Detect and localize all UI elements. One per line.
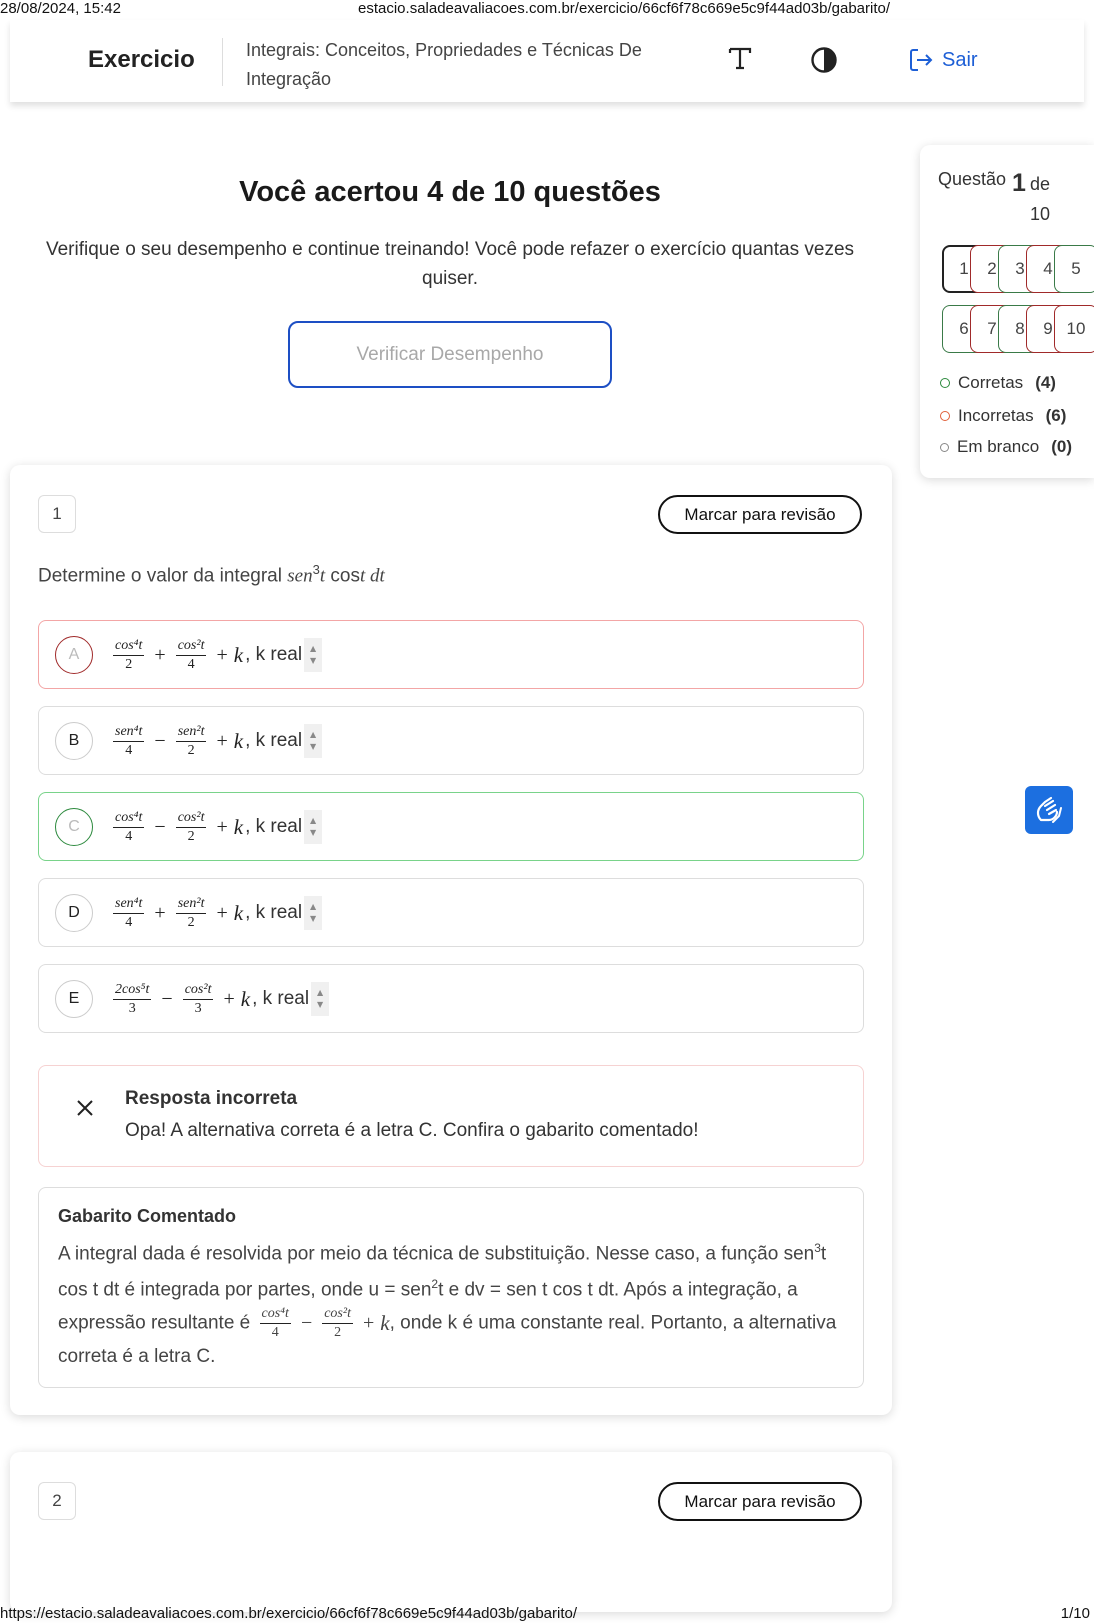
top-bar [10, 20, 1084, 102]
fraction [113, 724, 144, 759]
print-page-number: 1/10 [1060, 1605, 1090, 1622]
exercise-topic: Integrais: Conceitos, Propriedades e Técnicas De Integração [246, 40, 642, 89]
header-divider [222, 38, 223, 86]
operator: − [300, 1311, 313, 1334]
navigator-label: Questão [938, 169, 1007, 189]
constant-k: k [233, 728, 244, 753]
operator: + [216, 815, 228, 838]
option-formula [109, 720, 322, 762]
nav-question-4[interactable]: 4 [1026, 245, 1070, 293]
close-icon [73, 1096, 97, 1120]
operator: + [216, 729, 228, 752]
constant-k: k [233, 814, 244, 839]
explanation-part: A integral dada é resolvida por meio da técnica de substituição. Nesse caso, a função sen [58, 1243, 815, 1265]
option-suffix: , k real [245, 902, 303, 923]
option-c[interactable] [38, 792, 864, 861]
fraction [113, 810, 144, 845]
option-d[interactable] [38, 878, 864, 947]
option-suffix: , k real [252, 988, 310, 1009]
explanation-part: t e dv = sen t cos t dt. Após a integração, a expressão resultante é [58, 1279, 798, 1334]
font-size-icon[interactable] [726, 44, 754, 72]
answer-feedback [38, 1065, 864, 1167]
question-card-1 [10, 465, 892, 1415]
feedback-title: Resposta incorreta [125, 1088, 298, 1109]
legend-correct-label: Corretas [958, 373, 1024, 392]
prompt-dt: dt [365, 565, 385, 587]
numerator: cos²t [183, 982, 214, 1000]
explanation-sup: 2 [431, 1277, 439, 1292]
legend-incorrect [940, 406, 1066, 426]
numerator: cos⁴t [260, 1306, 291, 1324]
constant-k: k [233, 642, 244, 667]
current-question-number: 1 [1012, 169, 1026, 197]
sign-language-button[interactable] [1025, 786, 1073, 834]
numerator: sen²t [176, 896, 207, 914]
option-a[interactable] [38, 620, 864, 689]
legend-blank [940, 437, 1072, 457]
fraction [176, 810, 207, 845]
option-suffix: , k real [245, 644, 303, 665]
explanation-part: , onde k é uma constante real. Portanto, a alternativa correta é a letra C. [58, 1312, 837, 1367]
fraction [260, 1306, 291, 1341]
question-card-2 [10, 1452, 892, 1612]
denominator: 2 [334, 1324, 342, 1340]
operator: − [161, 987, 173, 1010]
scroll-stepper-icon: ▲ ▼ [304, 638, 322, 672]
answer-explanation [38, 1187, 864, 1388]
logout-icon [908, 47, 934, 73]
nav-question-9[interactable]: 9 [1026, 305, 1070, 353]
logout-button[interactable] [908, 46, 978, 74]
denominator: 2 [125, 656, 133, 672]
scroll-stepper-icon: ▲ ▼ [311, 982, 329, 1016]
feedback-message: Opa! A alternativa correta é a letra C. Confira o gabarito comentado! [125, 1120, 699, 1141]
fraction [183, 982, 214, 1017]
scroll-stepper-icon: ▲ ▼ [304, 724, 322, 758]
denominator: 2 [187, 914, 195, 930]
denominator: 4 [271, 1324, 279, 1340]
fraction [113, 638, 144, 673]
denominator: 3 [128, 1000, 136, 1016]
fraction [322, 1306, 353, 1341]
denominator: 4 [125, 742, 133, 758]
option-letter: B [55, 722, 93, 760]
explanation-sup: 3 [814, 1241, 821, 1255]
option-formula [109, 892, 322, 934]
prompt-t: t [319, 565, 326, 587]
mark-review-button[interactable]: Marcar para revisão [658, 1482, 862, 1521]
legend-correct [940, 373, 1056, 393]
option-formula [109, 978, 329, 1020]
question-total: de 10 [1029, 174, 1050, 224]
explanation-title: Gabarito Comentado [58, 1206, 237, 1226]
numerator: cos⁴t [113, 638, 144, 656]
option-letter: C [55, 808, 93, 846]
print-datetime: 28/08/2024, 15:42 [0, 0, 121, 17]
operator: + [216, 643, 228, 666]
numerator: cos²t [176, 810, 207, 828]
option-letter: E [55, 980, 93, 1018]
denominator: 4 [187, 656, 195, 672]
print-footer-url: https://estacio.saladeavaliacoes.com.br/exercicio/66cf6f78c669e5c9f44ad03b/gabarito/ [0, 1605, 578, 1622]
question-navigator [920, 145, 1094, 478]
contrast-icon[interactable] [810, 46, 838, 74]
result-subtitle: Verifique o seu desempenho e continue treinando! Você pode refazer o exercício quantas vezes quiser. [45, 239, 855, 289]
correct-dot-icon [940, 378, 950, 388]
logout-label: Sair [942, 48, 978, 71]
legend-incorrect-count: (6) [1045, 406, 1067, 425]
operator: + [154, 901, 166, 924]
question-number-badge: 2 [38, 1482, 76, 1520]
legend-blank-count: (0) [1051, 437, 1072, 456]
denominator: 4 [125, 914, 133, 930]
incorrect-dot-icon [940, 411, 950, 421]
fraction [176, 638, 207, 673]
numerator: cos²t [176, 638, 207, 656]
nav-question-3[interactable]: 3 [998, 245, 1042, 293]
option-formula [109, 806, 322, 848]
fraction [113, 896, 144, 931]
legend-correct-count: (4) [1035, 373, 1056, 392]
explanation-formula [256, 1306, 390, 1341]
constant-k: k [233, 900, 244, 925]
legend-incorrect-label: Incorretas [958, 406, 1034, 425]
nav-question-2[interactable]: 2 [970, 245, 1014, 293]
option-suffix: , k real [245, 816, 303, 837]
numerator: 2cos⁵t [113, 982, 151, 1000]
print-header [0, 0, 1094, 18]
option-e[interactable] [38, 964, 864, 1033]
explanation-part: t cos t dt é integrada por partes, onde u = sen [58, 1243, 827, 1301]
numerator: sen⁴t [113, 724, 144, 742]
prompt-t2: t [359, 565, 366, 587]
option-b[interactable] [38, 706, 864, 775]
option-letter: A [55, 636, 93, 674]
denominator: 2 [187, 828, 195, 844]
denominator: 4 [125, 828, 133, 844]
constant-k: k [380, 1310, 390, 1335]
nav-question-8[interactable]: 8 [998, 305, 1042, 353]
fraction [176, 896, 207, 931]
scroll-stepper-icon: ▲ ▼ [304, 896, 322, 930]
operator: + [216, 901, 228, 924]
scroll-stepper-icon: ▲ ▼ [304, 810, 322, 844]
sign-language-icon [1033, 794, 1065, 826]
prompt-exp: 3 [312, 562, 320, 577]
operator: + [223, 987, 235, 1010]
numerator: sen²t [176, 724, 207, 742]
fraction [176, 724, 207, 759]
nav-question-7[interactable]: 7 [970, 305, 1014, 353]
operator: + [362, 1311, 375, 1334]
nav-question-6[interactable]: 6 [942, 305, 986, 353]
operator: − [154, 815, 166, 838]
nav-question-5[interactable]: 5 [1054, 245, 1094, 293]
nav-question-1[interactable]: 1 [942, 245, 986, 293]
constant-k: k [240, 986, 251, 1011]
operator: + [154, 643, 166, 666]
prompt-sen: sen [287, 565, 313, 587]
prompt-text: Determine o valor da integral [38, 565, 288, 587]
navigator-title [938, 169, 1056, 229]
denominator: 3 [194, 1000, 202, 1016]
option-letter: D [55, 894, 93, 932]
result-title: Você acertou 4 de 10 questões [239, 176, 661, 208]
question-prompt [38, 562, 385, 587]
verify-performance-button[interactable]: Verificar Desempenho [288, 321, 612, 388]
fraction [113, 982, 151, 1017]
option-formula [109, 634, 322, 676]
nav-question-10[interactable]: 10 [1054, 305, 1094, 353]
numerator: cos⁴t [113, 810, 144, 828]
print-url: estacio.saladeavaliacoes.com.br/exercicio/66cf6f78c669e5c9f44ad03b/gabarito/ [358, 0, 891, 17]
numerator: sen⁴t [113, 896, 144, 914]
option-suffix: , k real [245, 730, 303, 751]
question-number-badge: 1 [38, 495, 76, 533]
mark-review-button[interactable]: Marcar para revisão [658, 495, 862, 534]
brand-title: Exercicio [88, 46, 195, 73]
blank-dot-icon [940, 443, 949, 452]
prompt-cos: cos [325, 565, 360, 587]
explanation-text [58, 1233, 845, 1372]
print-footer [0, 1603, 1094, 1623]
operator: − [154, 729, 166, 752]
legend-blank-label: Em branco [957, 437, 1040, 456]
denominator: 2 [187, 742, 195, 758]
numerator: cos²t [322, 1306, 353, 1324]
